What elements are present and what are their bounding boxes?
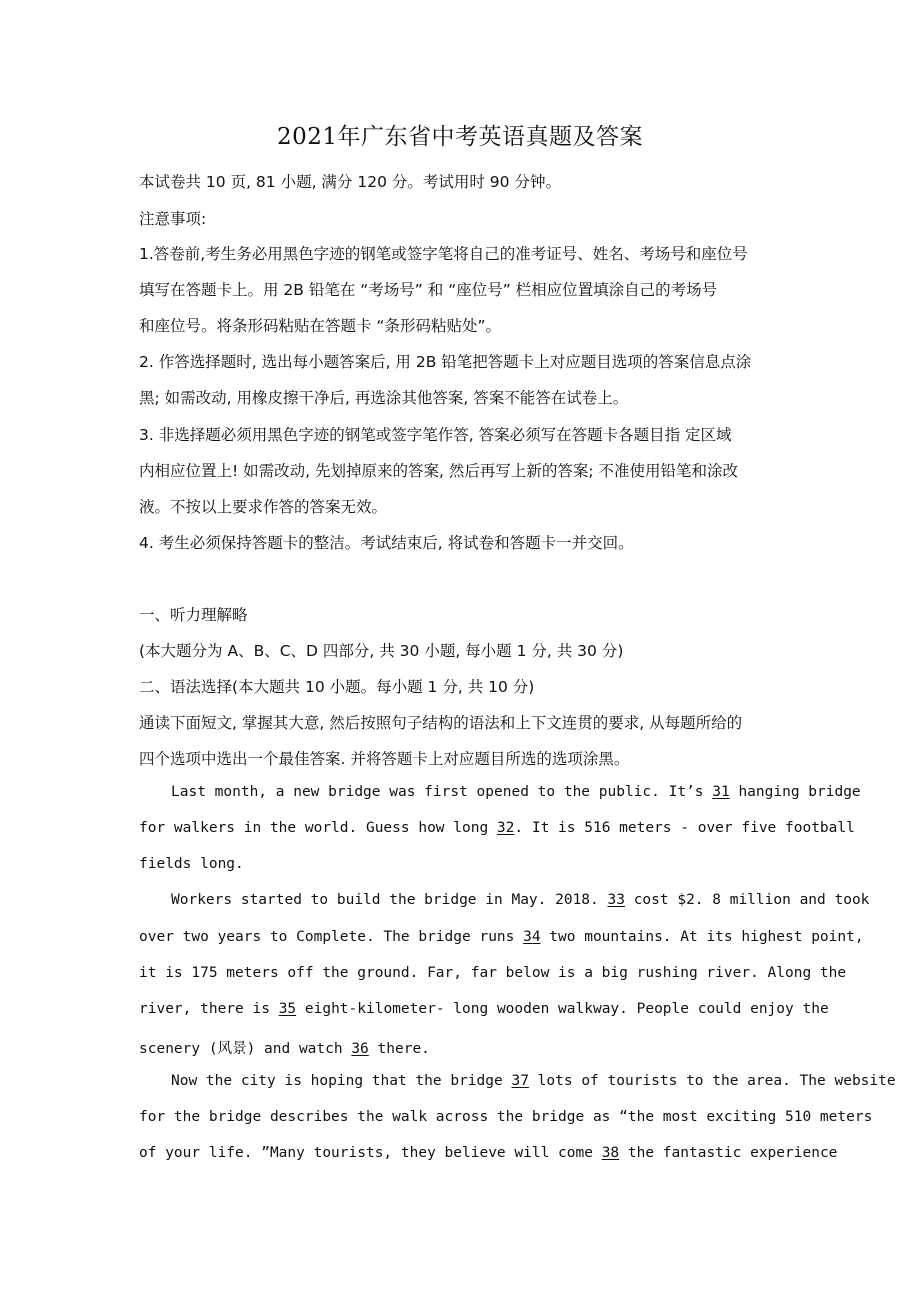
passage-text: . It is 516 meters - over five football — [514, 820, 855, 836]
exam-intro: 本试卷共 10 页, 81 小题, 满分 120 分。考试用时 90 分钟。 — [139, 173, 561, 191]
passage-line — [171, 892, 869, 908]
notice-line: 3. 非选择题必须用黑色字迹的钢笔或签字笔作答, 答案必须写在答题卡各题目指 定区域 — [139, 426, 732, 444]
passage-text: the fantastic experience — [619, 1145, 838, 1161]
passage-line — [171, 784, 861, 800]
section-grammar-heading: 二、语法选择(本大题共 10 小题。每小题 1 分, 共 10 分) — [139, 678, 535, 696]
blank-35: 35 — [278, 1001, 297, 1017]
notice-heading: 注意事项: — [139, 210, 207, 228]
passage-line — [139, 1001, 829, 1017]
blank-34: 34 — [523, 929, 541, 945]
blank-31: 31 — [712, 784, 730, 800]
passage-line: fields long. — [139, 856, 244, 872]
passage-line — [171, 1073, 896, 1089]
passage-line: it is 175 meters off the ground. Far, far below is a big rushing river. Along the — [139, 965, 847, 981]
passage-text: river, there is — [139, 1001, 279, 1017]
section-grammar-instruction: 通读下面短文, 掌握其大意, 然后按照句子结构的语法和上下文连贯的要求, 从每题所给的 — [139, 714, 743, 732]
passage-text: hanging bridge — [729, 784, 861, 800]
blank-36: 36 — [351, 1041, 369, 1057]
passage-line — [139, 1037, 430, 1058]
passage-text: over two years to Complete. The bridge runs — [139, 929, 524, 945]
section-listening-heading: 一、听力理解略 — [139, 606, 248, 624]
blank-33: 33 — [607, 892, 625, 908]
notice-line: 填写在答题卡上。用 2B 铅笔在 “考场号” 和 “座位号” 栏相应位置填涂自己的考场号 — [139, 281, 718, 299]
blank-37: 37 — [511, 1073, 529, 1089]
passage-line — [139, 820, 855, 836]
passage-text: lots of tourists to the area. The website — [528, 1073, 896, 1089]
notice-line: 内相应位置上! 如需改动, 先划掉原来的答案, 然后再写上新的答案; 不准使用铅笔和涂改 — [139, 462, 739, 480]
passage-text: eight-kilometer- long wooden walkway. People could enjoy the — [296, 1001, 829, 1017]
passage-text: for walkers in the world. Guess how long — [139, 820, 497, 836]
blank-38: 38 — [601, 1145, 620, 1161]
passage-text: Workers started to build the bridge in May. 2018. — [171, 892, 608, 908]
blank-32: 32 — [496, 820, 515, 836]
document-title: 2021年广东省中考英语真题及答案 — [276, 124, 644, 150]
notice-line: 和座位号。将条形码粘贴在答题卡 “条形码粘贴处”。 — [139, 317, 501, 335]
notice-line: 液。不按以上要求作答的答案无效。 — [139, 498, 388, 516]
passage-text: Last month, a new bridge was first opened to the public. It’s — [171, 784, 713, 800]
passage-text: Now the city is hoping that the bridge — [171, 1073, 512, 1089]
section-listening-note: (本大题分为 A、B、C、D 四部分, 共 30 小题, 每小题 1 分, 共 30 分) — [139, 642, 624, 660]
notice-line: 4. 考生必须保持答题卡的整洁。考试结束后, 将试卷和答题卡一并交回。 — [139, 534, 634, 552]
passage-line: for the bridge describes the walk across the bridge as “the most exciting 510 meters — [139, 1109, 873, 1125]
passage-text: there. — [368, 1041, 430, 1057]
passage-line — [139, 1145, 837, 1161]
passage-text: cost $2. 8 million and took — [624, 892, 870, 908]
notice-line: 黑; 如需改动, 用橡皮擦干净后, 再选涂其他答案, 答案不能答在试卷上。 — [139, 389, 629, 407]
notice-line: 1.答卷前,考生务必用黑色字迹的钢笔或签字笔将自己的准考证号、姓名、考场号和座位号 — [139, 245, 748, 263]
passage-text: scenery (风景) and watch — [139, 1041, 352, 1057]
section-grammar-instruction: 四个选项中选出一个最佳答案. 并将答题卡上对应题目所选的选项涂黑。 — [139, 750, 630, 768]
passage-text: two mountains. At its highest point, — [540, 929, 864, 945]
notice-line: 2. 作答选择题时, 选出每小题答案后, 用 2B 铅笔把答题卡上对应题目选项的答案信息点涂 — [139, 353, 752, 371]
passage-text: of your life. ”Many tourists, they believe will come — [139, 1145, 602, 1161]
passage-line — [139, 929, 864, 945]
